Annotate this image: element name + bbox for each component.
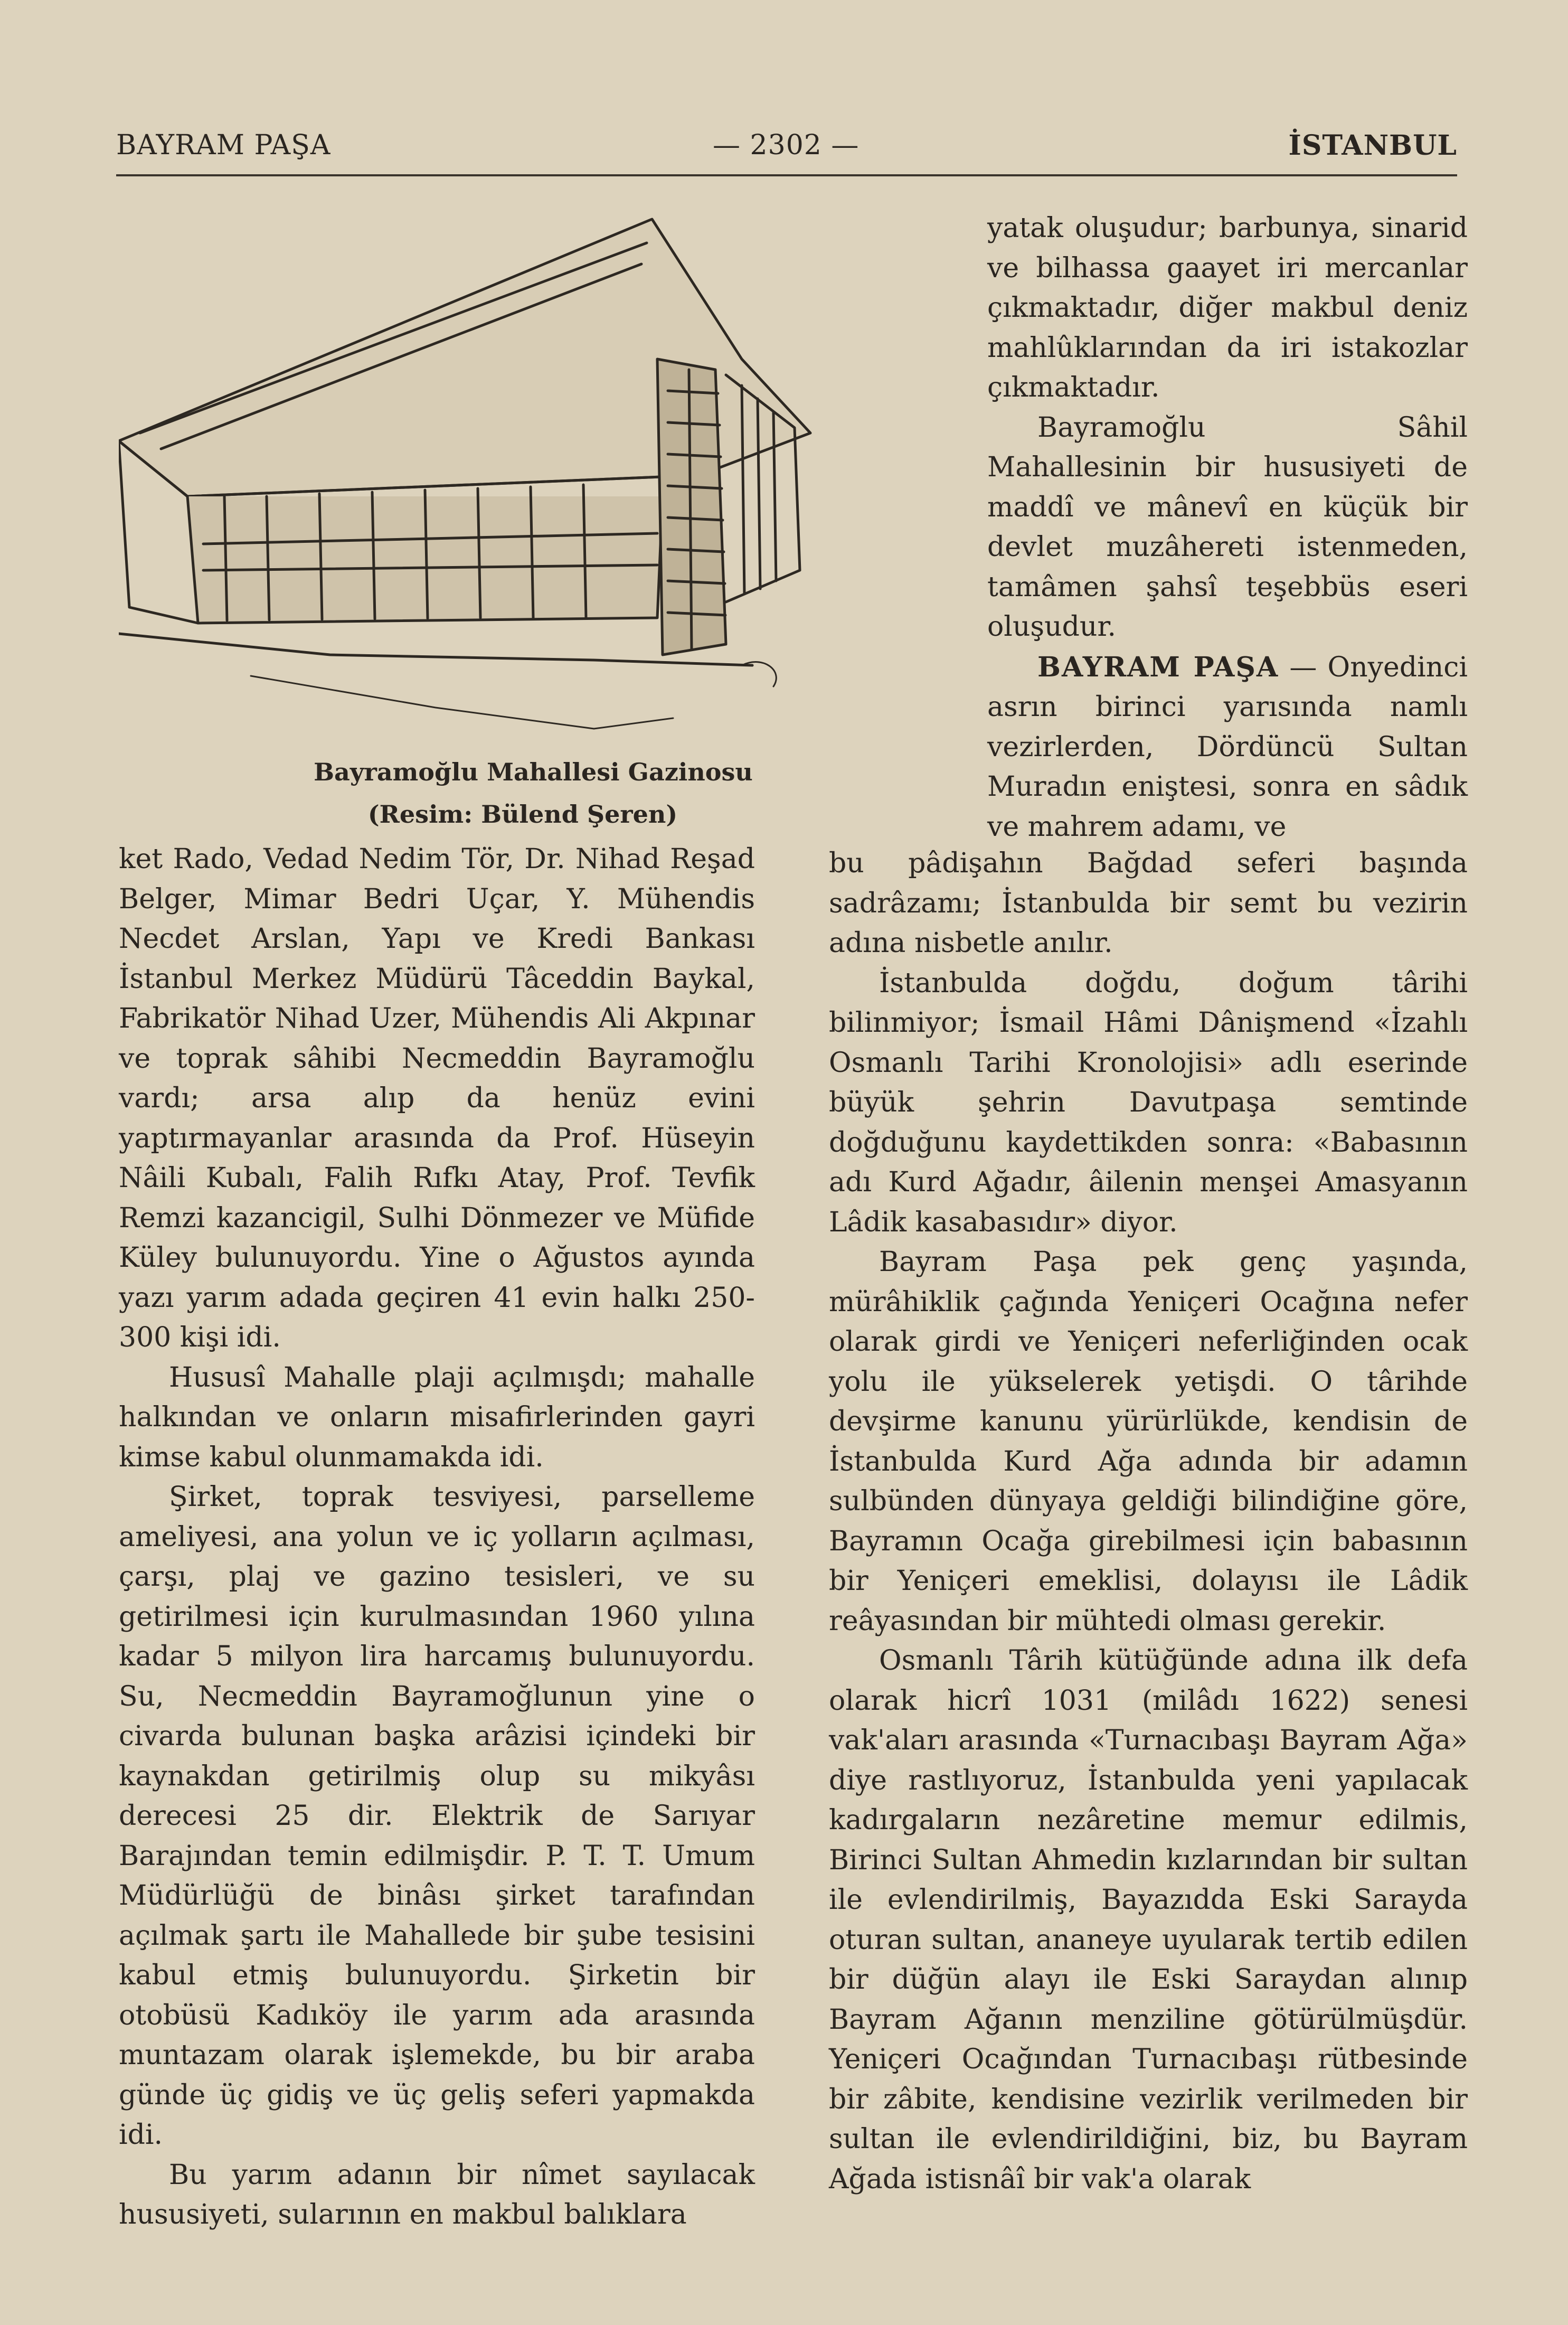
paragraph: Bayram Paşa pek genç yaşında, mürâhiklik çağında Yeniçeri Ocağına nefer olarak girdi ve Yeniçeri neferliğinden ocak yolu ile yükselerek yetişdi. O târihde devşirme kanunu yürürlükde, kendisin de İstanbulda Kurd Ağa adında bir adamın sulbünden dünyaya geldiği bilindiğine göre, Bayramın Ocağa girebilmesi için babasının bir Yeniçeri emeklisi, dolayısı ile Lâdik reâyasından bir mühtedi olması gerekir. <box>829 1246 1468 1637</box>
right-column-bottom <box>829 844 1468 2199</box>
entry-headword: BAYRAM PAŞA <box>1037 651 1279 683</box>
paragraph: Bu yarım adanın bir nîmet sayılacak hususiyeti, sularının en makbul balıklara <box>119 2159 755 2230</box>
header-section-title: BAYRAM PAŞA <box>116 129 331 161</box>
paragraph: Osmanlı Târih kütüğünde adına ilk defa olarak hicrî 1031 (milâdı 1622) senesi vak'aları arasında «Turnacıbaşı Bayram Ağa» diye rastlıyoruz, İstanbulda yeni yapılacak kadırgaların nezâretine memur edilmis, Birinci Sultan Ahmedin kızlarından bir sultan ile evlendirilmiş, Bayazıdda Eski Sarayda oturan sultan, ananeye uyularak tertib edilen bir düğün alayı ile Eski Saraydan alınıp Bayram Ağanın menziline götürülmüşdür. Yeniçeri Ocağından Turnacıbaşı rütbesinde bir zâbite, kendisine vezirlik verilmeden bir sultan ile evlendirildiğini, biz, bu Bayram Ağada istisnâî bir vak'a olarak <box>829 1645 1468 2195</box>
left-column <box>119 840 755 2235</box>
entry-intro <box>987 647 1468 848</box>
header-publication-title: İSTANBUL <box>1288 129 1457 162</box>
running-header <box>116 129 1457 172</box>
entry-intro-text: — Onyedinci asrın birinci yarısında namlı vezirlerden, Dördüncü Sultan Muradın eniştesi, sonra en sâdık ve mahrem adamı, ve <box>987 651 1468 843</box>
figure-caption-credit: (Resim: Bülend Şeren) <box>367 800 678 829</box>
paragraph: Hususî Mahalle plaji açılmışdı; mahalle halkından ve onların misafirlerinden gayri kimse kabul olunmamakda idi. <box>119 1361 755 1473</box>
paragraph: yatak oluşudur; barbunya, sinarid ve bilhassa gaayet iri mercanlar çıkmaktadır, diğer makbul deniz mahlûklarından da iri istakozlar çıkmaktadır. <box>987 212 1468 403</box>
page-number: — 2302 — <box>713 129 859 161</box>
header-rule <box>116 174 1457 176</box>
paragraph: Şirket, toprak tesviyesi, parselleme ameliyesi, ana yolun ve iç yolların açılması, çarşı, plaj ve gazino tesisleri, ve su getirilmesi için kurulmasından 1960 yılına kadar 5 milyon lira harcamış bulunuyordu. Su, Necmeddin Bayramoğlunun yine o civarda bulunan başka arâzisi içindeki bir kaynakdan getirilmiş olup su mikyâsı derecesi 25 dir. Elektrik de Sarıyar Barajından temin edilmişdir. P. T. T. Umum Müdürlüğü de binâsı şirket tarafından açılmak şartı ile Mahallede bir şube tesisini kabul etmiş bulunuyordu. Şirketin bir otobüsü Kadıköy ile yarım ada arasında muntazam olarak işlemekde, bu bir araba günde üç gidiş ve üç geliş seferi yapmakda idi. <box>119 1481 755 2151</box>
right-column-top <box>987 209 1468 847</box>
figure-caption-title: Bayramoğlu Mahallesi Gazinosu <box>314 758 753 786</box>
gazino-building-illustration <box>119 201 816 766</box>
paragraph: ket Rado, Vedad Nedim Tör, Dr. Nihad Reşad Belger, Mimar Bedri Uçar, Y. Mühendis Necdet Arslan, Yapı ve Kredi Bankası İstanbul Merkez Müdürü Tâceddin Baykal, Fabrikatör Nihad Uzer, Mühendis Ali Akpınar ve toprak sâhibi Necmeddin Bayramoğlu vardı; arsa alıp da henüz evini yaptırmayanlar arasında da Prof. Hüseyin Nâili Kubalı, Falih Rıfkı Atay, Prof. Tevfik Remzi kazancigil, Sulhi Dönmezer ve Müfide Küley bulunuyordu. Yine o Ağustos ayında yazı yarım adada geçiren 41 evin halkı 250-300 kişi idi. <box>119 843 755 1353</box>
paragraph: İstanbulda doğdu, doğum târihi bilinmiyor; İsmail Hâmi Dânişmend «İzahlı Osmanlı Tarihi Kronolojisi» adlı eserinde büyük şehrin Davutpaşa semtinde doğduğunu kaydettikden sonra: «Babasının adı Kurd Ağadır, âilenin menşei Amasyanın Lâdik kasabasıdır» diyor. <box>829 967 1468 1238</box>
paragraph: Bayramoğlu Sâhil Mahallesinin bir hususiyeti de maddî ve mânevî en küçük bir devlet muzâhereti istenmeden, tamâmen şahsî teşebbüs eseri oluşudur. <box>987 411 1468 643</box>
paragraph: bu pâdişahın Bağdad seferi başında sadrâzamı; İstanbulda bir semt bu vezirin adına nisbetle anılır. <box>829 848 1468 959</box>
